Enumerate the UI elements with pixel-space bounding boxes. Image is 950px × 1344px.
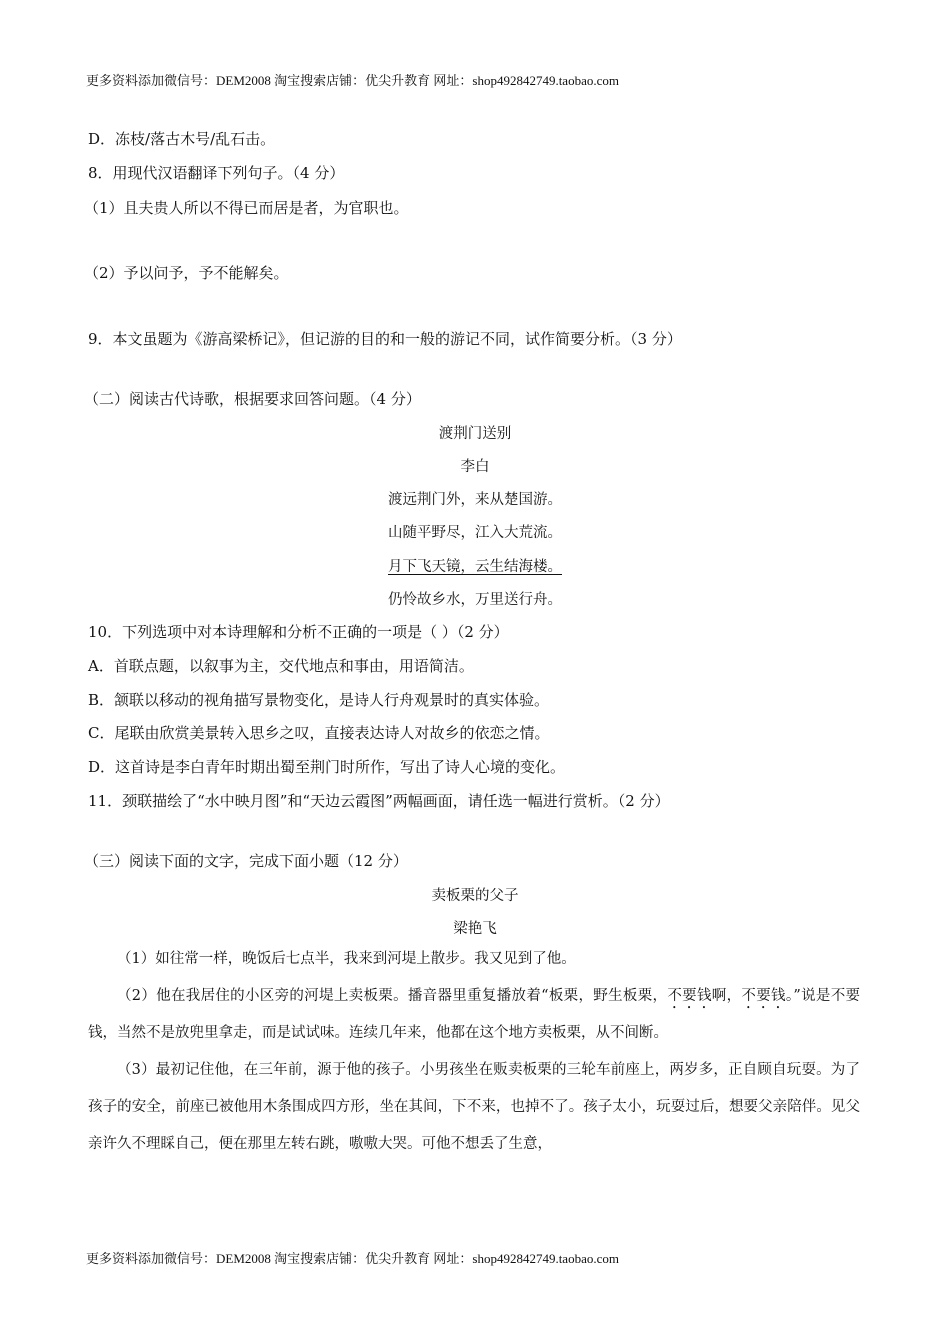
q10-option-b: B．颔联以移动的视角描写景物变化，是诗人行舟观景时的真实体验。 bbox=[88, 691, 550, 709]
poem-line-1: 渡远荆门外，来从楚国游。 bbox=[388, 492, 562, 508]
paragraph-2-part-b: 啊， bbox=[711, 988, 742, 1004]
poem-title: 渡荆门送别 bbox=[438, 426, 512, 442]
paragraph-1: （1）如往常一样，晚饭后七点半，我来到河堤上散步。我又见到了他。 bbox=[117, 951, 576, 967]
emphasis-dots-2: 不要钱 bbox=[741, 988, 786, 1004]
q10-option-a: A．首联点题，以叙事为主，交代地点和事由，用语简洁。 bbox=[88, 657, 474, 675]
q8-sentence-2: （2）予以问予，予不能解矣。 bbox=[84, 264, 289, 282]
q10-stem: 10．下列选项中对本诗理解和分析不正确的一项是（ ）（2 分） bbox=[88, 623, 509, 641]
q11-stem: 11．颈联描绘了“水中映月图”和“天边云霞图”两幅画面，请任选一幅进行赏析。（2 分） bbox=[88, 792, 670, 810]
emphasis-dots-1: 不要钱 bbox=[667, 988, 712, 1004]
paragraph-2 bbox=[88, 978, 860, 1052]
article-author: 梁艳飞 bbox=[453, 921, 497, 937]
paragraph-2-part-a: （2）他在我居住的小区旁的河堤上卖板栗。播音器里重复播放着“板栗，野生板栗， bbox=[117, 988, 668, 1004]
page-footer: 更多资料添加微信号：DEM2008 淘宝搜索店铺：优尖升教育 网址：shop492842749.taobao.com bbox=[86, 1251, 619, 1266]
q10-option-d: D．这首诗是李白青年时期出蜀至荆门时所作，写出了诗人心境的变化。 bbox=[88, 758, 566, 776]
section3-heading: （三）阅读下面的文字，完成下面小题（12 分） bbox=[84, 852, 408, 870]
q10-option-c: C．尾联由欣赏美景转入思乡之叹，直接表达诗人对故乡的依恋之情。 bbox=[88, 724, 550, 742]
q7-option-d: D．冻枝/落古木号/乱石击。 bbox=[88, 130, 276, 148]
q8-sentence-1: （1）且夫贵人所以不得已而居是者，为官职也。 bbox=[84, 199, 409, 217]
section2-heading: （二）阅读古代诗歌，根据要求回答问题。（4 分） bbox=[84, 390, 421, 408]
poem-line-2: 山随平野尽，江入大荒流。 bbox=[388, 525, 562, 541]
q8-stem: 8．用现代汉语翻译下列句子。（4 分） bbox=[88, 164, 345, 182]
q9-stem: 9．本文虽题为《游高梁桥记》，但记游的目的和一般的游记不同，试作简要分析。（3 分） bbox=[88, 330, 682, 348]
poem-line-4: 仍怜故乡水，万里送行舟。 bbox=[388, 592, 562, 608]
article-body bbox=[88, 941, 860, 1163]
page-header: 更多资料添加微信号：DEM2008 淘宝搜索店铺：优尖升教育 网址：shop492842749.taobao.com bbox=[86, 73, 619, 88]
paragraph-2-part-c: 。”说是不要钱，当然不是放兜里拿走，而是试试味。连续几年来，他都在这个地方卖板栗，从不间断。 bbox=[88, 988, 861, 1041]
poem-line-3-underlined: 月下飞天镜，云生结海楼。 bbox=[388, 559, 562, 575]
paragraph-3: （3）最初记住他，在三年前，源于他的孩子。小男孩坐在贩卖板栗的三轮车前座上，两岁多，正自顾自玩耍。为了孩子的安全，前座已被他用木条围成四方形，坐在其间，下不来，也掉不了。孩子太小，玩耍过后，想要父亲陪伴。见父亲许久不理睬自己，便在那里左转右跳，嗷嗷大哭。可他不想丢了生意， bbox=[88, 1062, 860, 1152]
article-title: 卖板栗的父子 bbox=[431, 888, 519, 904]
poem-author: 李白 bbox=[460, 459, 490, 475]
poem-line-3 bbox=[0, 555, 950, 576]
